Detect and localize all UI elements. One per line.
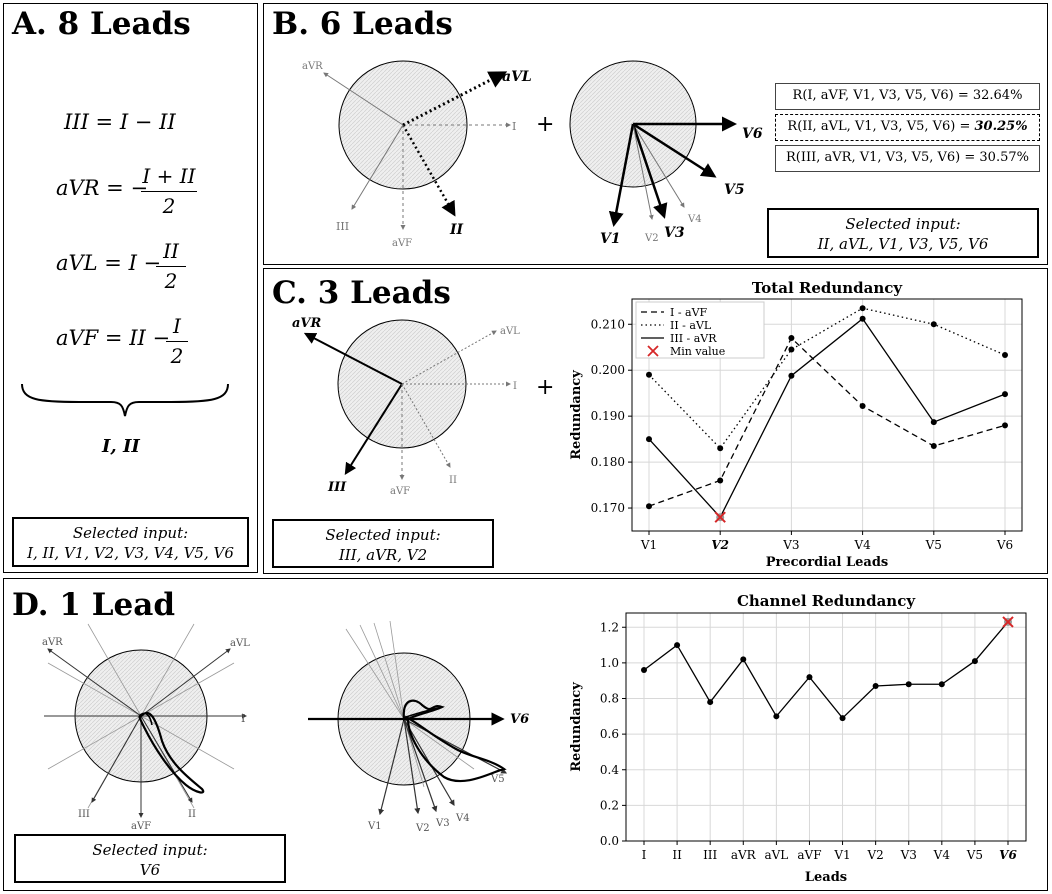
- data-point: [646, 436, 652, 442]
- lead-label-avf: aVF: [392, 238, 413, 249]
- equation-avf-numerator: I: [173, 314, 181, 338]
- lead-label-v4: V4: [456, 813, 470, 824]
- lead-label-i: I: [513, 381, 517, 392]
- data-point: [931, 419, 937, 425]
- x-tick-label: II: [672, 848, 682, 862]
- selected-input-value: I, II, V1, V2, V3, V4, V5, V6: [27, 544, 234, 562]
- lead-label-v6: V6: [510, 712, 530, 727]
- redundancy-result-2-value: 30.25%: [974, 119, 1028, 134]
- x-axis-label: Leads: [804, 870, 848, 885]
- panel-d-selected-input: [14, 834, 286, 883]
- curly-brace: [19, 382, 231, 418]
- equation-avl-numerator: II: [163, 239, 179, 263]
- lead-label-v4: V4: [688, 214, 702, 225]
- data-point: [717, 445, 723, 451]
- data-point: [1002, 352, 1008, 358]
- x-tick-label: V1: [834, 848, 851, 862]
- y-tick-label: 0.0: [599, 834, 619, 848]
- legend-label: I - aVF: [670, 306, 708, 319]
- data-point: [931, 443, 937, 449]
- y-tick-label: 0.200: [590, 363, 625, 378]
- data-point: [740, 656, 746, 662]
- equation-avf-fraction-bar: [166, 341, 188, 342]
- equation-avf-lhs: aVF = II −: [56, 326, 171, 350]
- y-tick-label: 0.8: [599, 691, 619, 706]
- panel-d-limb-lead-diagram: [24, 619, 274, 829]
- equation-avr-lhs: aVR = −: [56, 176, 149, 200]
- data-point: [860, 316, 866, 322]
- data-point: [1002, 391, 1008, 397]
- redundancy-result-2-text: R(II, aVL, V1, V3, V5, V6) =: [787, 119, 975, 134]
- panel-b-title: B. 6 Leads: [272, 6, 453, 42]
- equation-iii: III = I − II: [64, 110, 176, 134]
- lead-label-avf: aVF: [131, 821, 152, 829]
- lead-label-v5: V5: [491, 774, 505, 785]
- x-tick-label: V2: [711, 538, 730, 552]
- data-point: [641, 667, 647, 673]
- lead-label-v3: V3: [664, 225, 685, 241]
- plus-sign: +: [536, 112, 555, 137]
- lead-label-v5: V5: [724, 182, 745, 198]
- plot-frame: [626, 613, 1026, 841]
- panel-c-title: C. 3 Leads: [272, 275, 451, 311]
- legend-label: III - aVR: [670, 332, 717, 345]
- redundancy-result-1: R(I, aVF, V1, V3, V5, V6) = 32.64%: [775, 83, 1040, 110]
- x-tick-label: V4: [854, 538, 871, 552]
- lead-label-iii: III: [328, 480, 347, 495]
- panel-b-limb-lead-diagram: [284, 44, 544, 254]
- lead-label-v2: V2: [416, 823, 430, 834]
- y-tick-label: 0.180: [590, 455, 625, 470]
- y-tick-label: 0.210: [590, 317, 625, 332]
- selected-input-label: Selected input:: [845, 215, 961, 233]
- panel-a-selected-input: [12, 517, 249, 567]
- data-point: [707, 699, 713, 705]
- panel-d: [3, 578, 1048, 891]
- series-line: [644, 622, 1008, 718]
- equation-avr-fraction-bar: [141, 191, 197, 192]
- lead-label-avl: aVL: [230, 638, 250, 649]
- panel-b-precordial-lead-diagram: [564, 59, 764, 254]
- x-tick-label: V5: [925, 538, 942, 552]
- total-redundancy-chart: [564, 273, 1034, 573]
- lead-label-ii: II: [449, 475, 457, 486]
- lead-label-v1: V1: [368, 821, 382, 832]
- data-point: [788, 347, 794, 353]
- data-point: [806, 674, 812, 680]
- y-tick-label: 1.2: [599, 620, 619, 635]
- x-tick-label: I: [641, 848, 647, 862]
- selected-input-value: III, aVR, V2: [338, 546, 428, 564]
- panel-b-selected-input: [767, 208, 1039, 258]
- lead-label-v3: V3: [436, 818, 450, 829]
- lead-label-v6: V6: [742, 126, 763, 142]
- selected-input-label: Selected input:: [72, 524, 189, 542]
- y-axis-label: Redundancy: [569, 682, 584, 772]
- data-point: [939, 681, 945, 687]
- channel-redundancy-chart: [564, 587, 1039, 887]
- y-tick-label: 0.6: [599, 727, 619, 742]
- x-axis-label: Precordial Leads: [765, 555, 889, 570]
- panel-c-selected-input: [272, 519, 494, 568]
- chart-title: Channel Redundancy: [736, 592, 916, 610]
- data-point: [646, 503, 652, 509]
- chart-title: Total Redundancy: [751, 279, 903, 297]
- panel-a-title: A. 8 Leads: [12, 6, 191, 42]
- data-point: [906, 681, 912, 687]
- equation-avr-denominator: 2: [162, 194, 176, 218]
- data-point: [646, 372, 652, 378]
- panel-c-limb-lead-diagram: [284, 307, 544, 507]
- y-axis-label: Redundancy: [569, 370, 584, 460]
- equation-avl-lhs: aVL = I −: [56, 251, 162, 275]
- y-tick-label: 0.4: [599, 762, 619, 777]
- x-tick-label: V1: [640, 538, 658, 552]
- x-tick-label: V3: [783, 538, 800, 552]
- lead-label-avl: aVL: [500, 326, 520, 337]
- equation-avl-fraction-bar: [156, 266, 186, 267]
- lead-label-i: I: [241, 712, 246, 725]
- redundancy-result-2: [775, 114, 1040, 141]
- y-tick-label: 1.0: [599, 655, 619, 670]
- data-point: [674, 642, 680, 648]
- data-point: [860, 305, 866, 311]
- lead-label-avf: aVF: [390, 486, 411, 497]
- panel-a-result-leads: I, II: [102, 436, 140, 457]
- lead-label-v1: V1: [600, 231, 621, 247]
- legend-label: II - aVL: [670, 319, 712, 332]
- data-point: [972, 658, 978, 664]
- x-tick-label: V6: [996, 538, 1014, 552]
- y-tick-label: 0.2: [599, 798, 619, 813]
- equation-avf-denominator: 2: [170, 344, 184, 368]
- lead-label-v2: V2: [645, 233, 659, 244]
- plus-sign: +: [536, 375, 555, 400]
- lead-label-avr: aVR: [302, 61, 323, 72]
- equation-avl-denominator: 2: [164, 269, 178, 293]
- x-tick-label: V4: [933, 848, 950, 862]
- y-tick-label: 0.190: [590, 409, 625, 424]
- data-point: [840, 715, 846, 721]
- lead-label-ii: II: [188, 809, 196, 820]
- panel-c: [263, 268, 1048, 574]
- selected-input-label: Selected input:: [325, 526, 441, 544]
- data-point: [860, 403, 866, 409]
- selected-input-value: V6: [139, 861, 161, 879]
- data-point: [873, 683, 879, 689]
- x-tick-label: V5: [966, 848, 984, 862]
- data-point: [1002, 422, 1008, 428]
- panel-d-title: D. 1 Lead: [12, 587, 176, 623]
- data-point: [773, 713, 779, 719]
- x-tick-label: aVF: [797, 848, 822, 862]
- x-tick-label: V2: [867, 848, 884, 862]
- lead-label-i: I: [512, 120, 517, 133]
- selected-input-value: II, aVL, V1, V3, V5, V6: [817, 235, 989, 253]
- equation-avr-numerator: I + II: [142, 164, 196, 188]
- x-tick-label: V6: [999, 848, 1017, 862]
- panel-a: [3, 3, 258, 573]
- redundancy-result-3: R(III, aVR, V1, V3, V5, V6) = 30.57%: [775, 145, 1040, 172]
- data-point: [788, 335, 794, 341]
- data-point: [717, 477, 723, 483]
- panel-b: [263, 3, 1048, 265]
- panel-d-precordial-lead-diagram: [294, 619, 544, 834]
- x-tick-label: V3: [900, 848, 917, 862]
- selected-input-label: Selected input:: [92, 841, 208, 859]
- legend-label: Min value: [670, 345, 726, 358]
- lead-label-ii: II: [450, 222, 464, 238]
- series-line: [649, 338, 1005, 506]
- x-tick-label: aVL: [764, 848, 789, 862]
- y-tick-label: 0.170: [590, 501, 625, 516]
- lead-label-avr: aVR: [42, 637, 63, 648]
- data-point: [931, 321, 937, 327]
- x-tick-label: III: [703, 848, 718, 862]
- lead-label-iii: III: [78, 809, 90, 820]
- lead-label-iii: III: [336, 220, 350, 233]
- data-point: [788, 373, 794, 379]
- x-tick-label: aVR: [730, 848, 756, 862]
- lead-label-avl: aVL: [502, 69, 532, 85]
- lead-label-avr: aVR: [292, 316, 322, 331]
